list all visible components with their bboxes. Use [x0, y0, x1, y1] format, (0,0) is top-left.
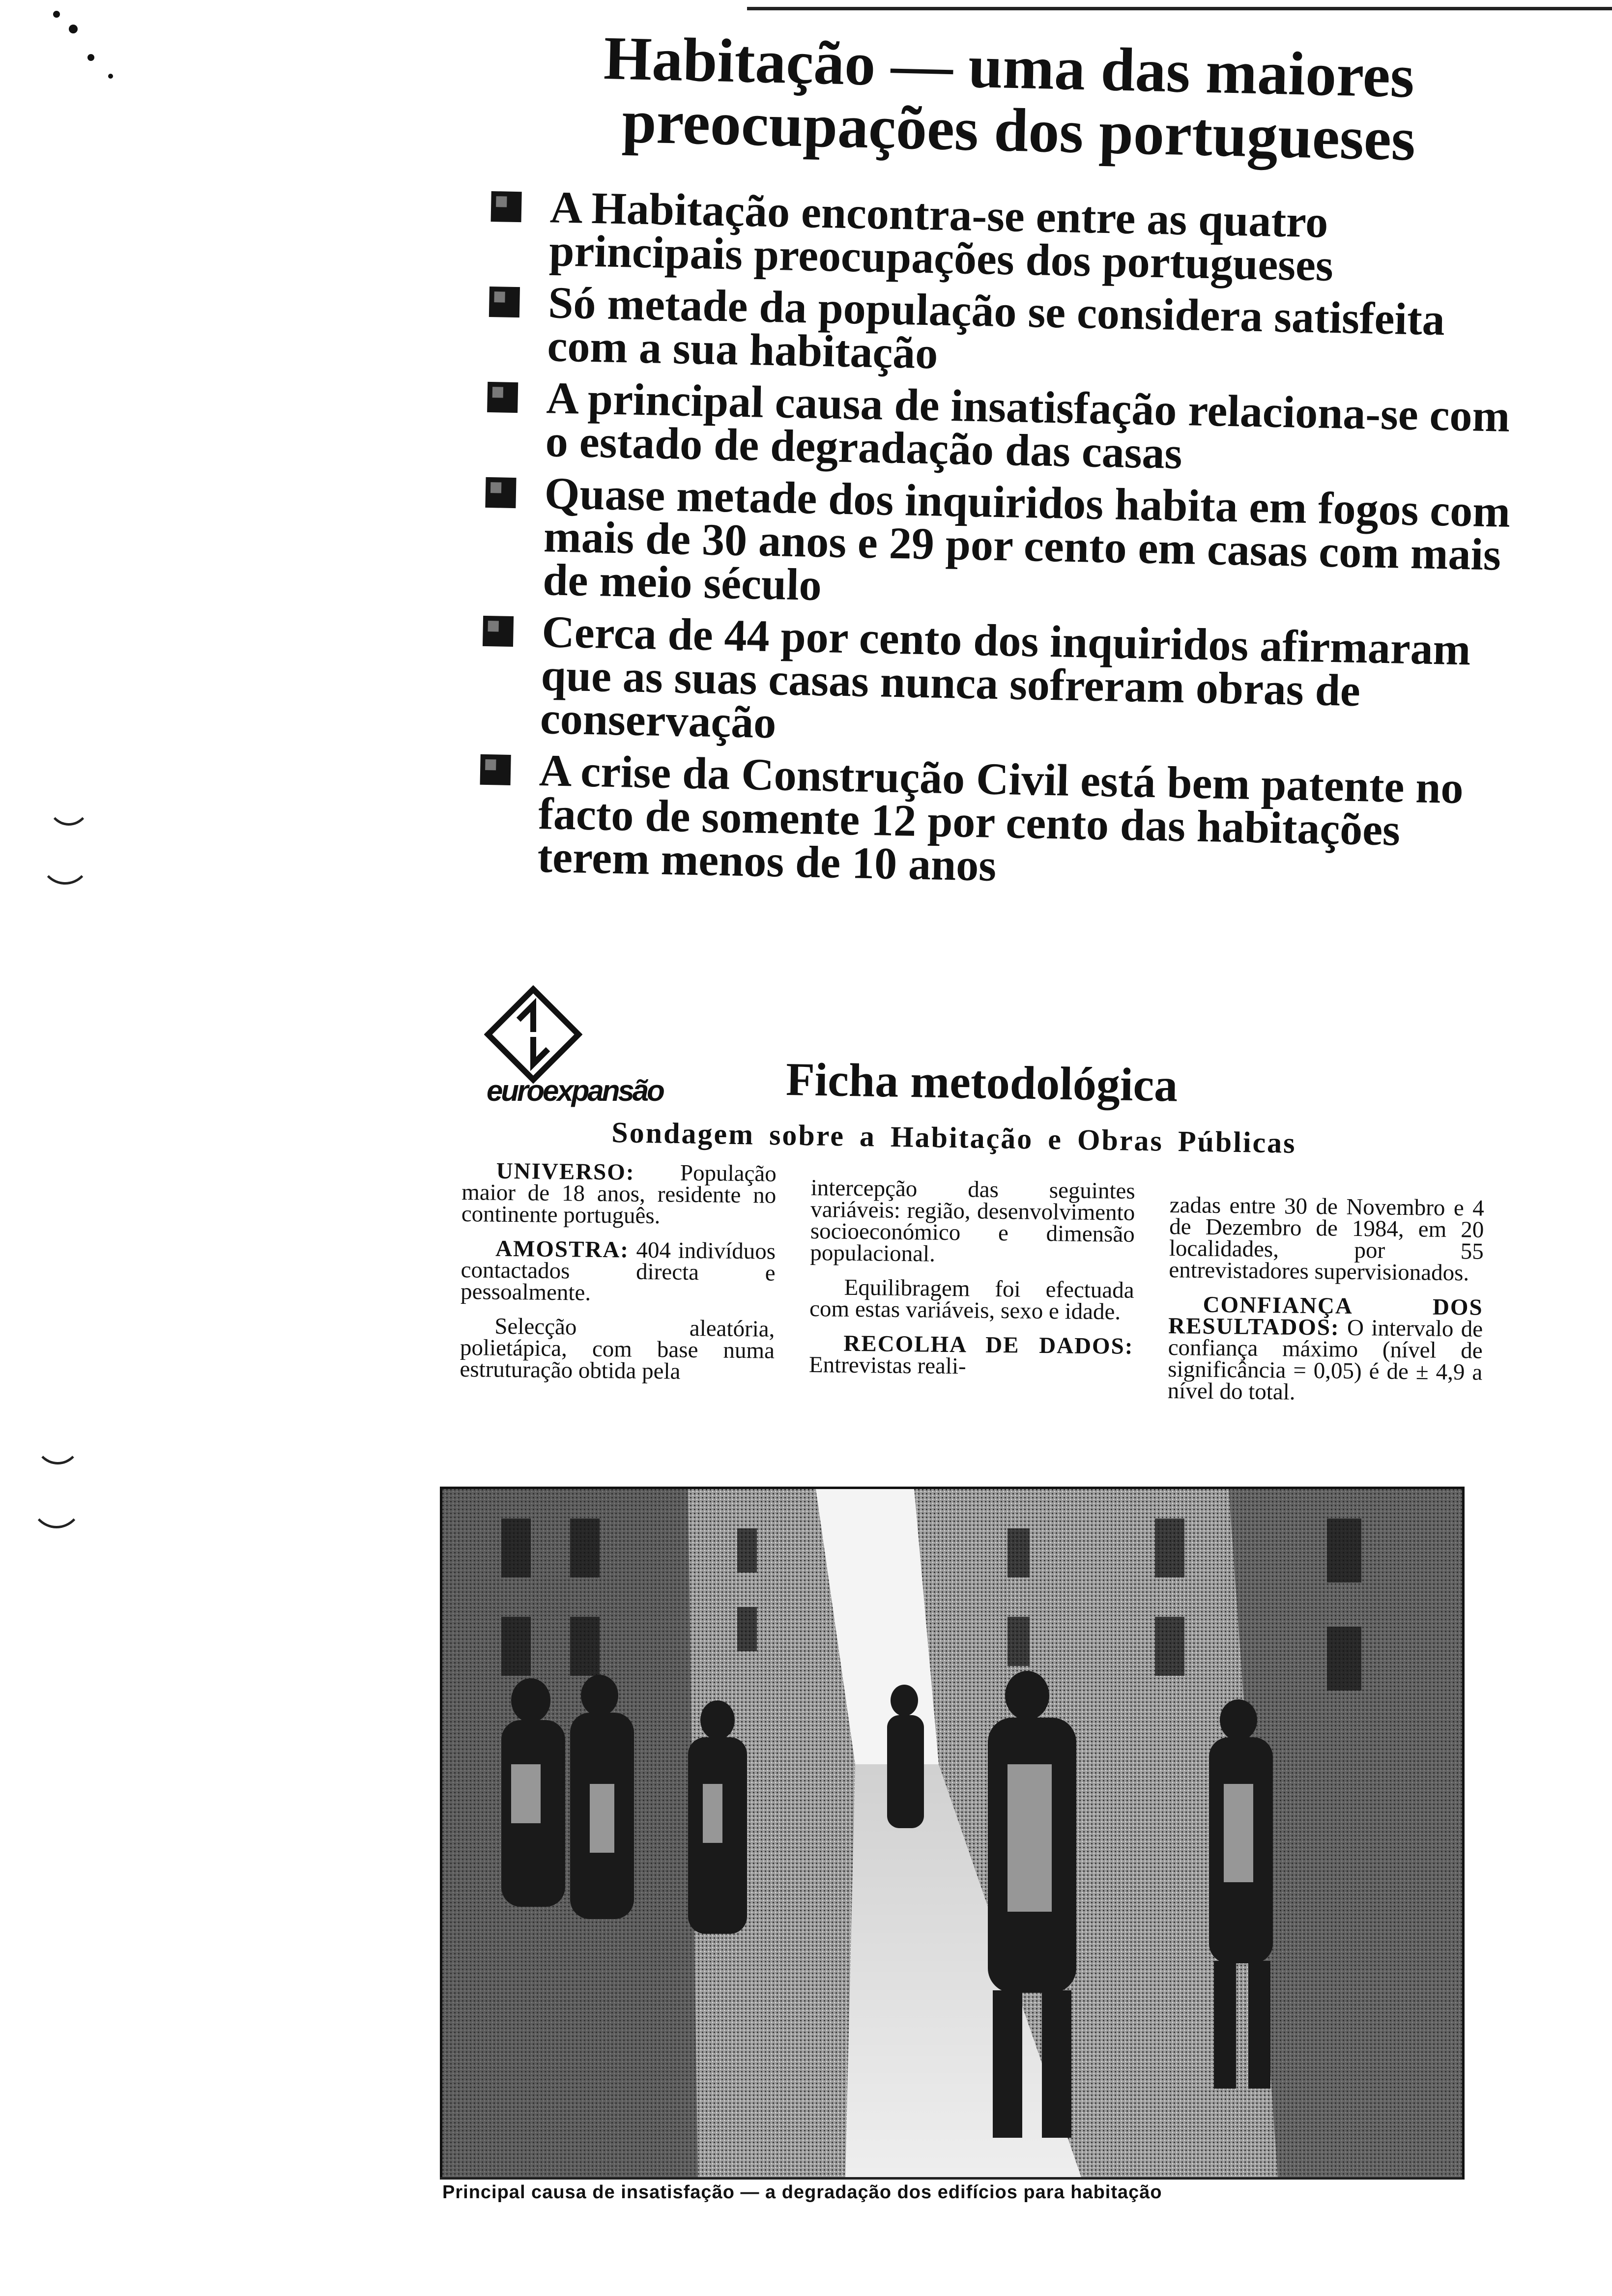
finding-item [484, 470, 1523, 620]
square-bullet-icon [485, 477, 516, 508]
recolha-paragraph [809, 1332, 1134, 1379]
finding-item [481, 606, 1520, 758]
equilibragem-paragraph: Equilibragem foi efectuada com estas variáveis, sexo e idade. [809, 1274, 1134, 1325]
punch-hole-mark [47, 776, 91, 826]
headline-line-1: Habitação — uma das maiores [603, 24, 1415, 111]
finding-item [488, 277, 1526, 386]
finding-text: A crise da Construção Civil está bem patente no facto de somente 12 por cento das habitações terem menos de 10 anos [537, 745, 1464, 890]
universo-paragraph [461, 1160, 777, 1228]
zadas-paragraph: zadas entre 30 de Novembro e 4 de Dezembro de 1984, em 20 localidades, por 55 entrevistadores supervisionados. [1169, 1192, 1485, 1286]
square-bullet-icon [487, 382, 518, 413]
methodology-column-3 [1167, 1194, 1484, 1418]
recolha-text: Entrevistas reali- [808, 1351, 966, 1379]
seleccao-paragraph: Selecção aleatória, polietápica, com base numa estruturação obtida pela [460, 1313, 775, 1384]
recolha-label: RECOLHA DE DADOS: [843, 1330, 1134, 1359]
confianca-paragraph [1168, 1293, 1483, 1405]
methodology-column-2 [808, 1177, 1135, 1392]
scan-speck [87, 54, 94, 61]
square-bullet-icon [489, 287, 520, 317]
punch-hole-mark [34, 1415, 81, 1464]
punch-hole-mark [29, 1469, 84, 1528]
methodology-column-1 [460, 1160, 777, 1396]
scan-speck [53, 11, 60, 18]
euroexpansao-diamond-logo-icon [484, 985, 582, 1084]
finding-item [490, 184, 1528, 290]
finding-text: Cerca de 44 por cento dos inquiridos afirmaram que as suas casas nunca sofreram obras de conservação [540, 606, 1471, 748]
amostra-label: AMOSTRA: [495, 1235, 630, 1263]
amostra-paragraph [461, 1237, 776, 1306]
headline-line-2: preocupações dos portugueses [621, 87, 1416, 174]
scan-speck [108, 74, 113, 79]
finding-text: A principal causa de insatisfação relaciona-se com o estado de degradação das casas [545, 373, 1511, 479]
finding-text: Quase metade dos inquiridos habita em fogos com mais de 30 anos e 29 por cento em casas com mais de meio século [542, 468, 1511, 610]
square-bullet-icon [483, 616, 514, 647]
square-bullet-icon [491, 191, 522, 222]
intercepcao-paragraph: intercepção das seguintes variáveis: região, desenvolvimento socioeconómico e dimensão populacional. [810, 1175, 1136, 1267]
universo-text: População maior de 18 anos, residente no continente português. [461, 1160, 777, 1229]
photo-caption: Principal causa de insatisfação — a degradação dos edifícios para habitação [442, 2182, 1162, 2203]
methodology-title: Ficha metodológica [785, 1052, 1179, 1112]
key-findings-list [478, 184, 1528, 906]
confianca-label: CONFIANÇA DOS RESULTADOS: [1168, 1292, 1483, 1341]
street-photo [440, 1487, 1465, 2180]
headline [602, 24, 1513, 174]
square-bullet-icon [480, 754, 511, 785]
caption-rule [440, 2177, 1462, 2179]
finding-item [478, 747, 1518, 897]
finding-text: Só metade da população se considera satisfeita com a sua habitação [547, 277, 1445, 378]
scan-speck [69, 25, 78, 33]
confianca-text: O intervalo de confiança máximo (nível de significância = 0,05) é de ± 4,9 a nível do total. [1167, 1315, 1483, 1405]
punch-hole-mark [39, 831, 91, 885]
logo-wordmark: euroexpansão [487, 1074, 663, 1107]
top-rule [747, 7, 1612, 10]
finding-text: A Habitação encontra-se entre as quatro principais preocupações dos portugueses [548, 182, 1334, 290]
finding-item [486, 375, 1525, 481]
methodology-subtitle: Sondagem sobre a Habitação e Obras Públicas [611, 1116, 1297, 1159]
universo-label: UNIVERSO: [496, 1158, 635, 1185]
amostra-text: 404 indivíduos contactados directa e pessoalmente. [460, 1237, 776, 1306]
